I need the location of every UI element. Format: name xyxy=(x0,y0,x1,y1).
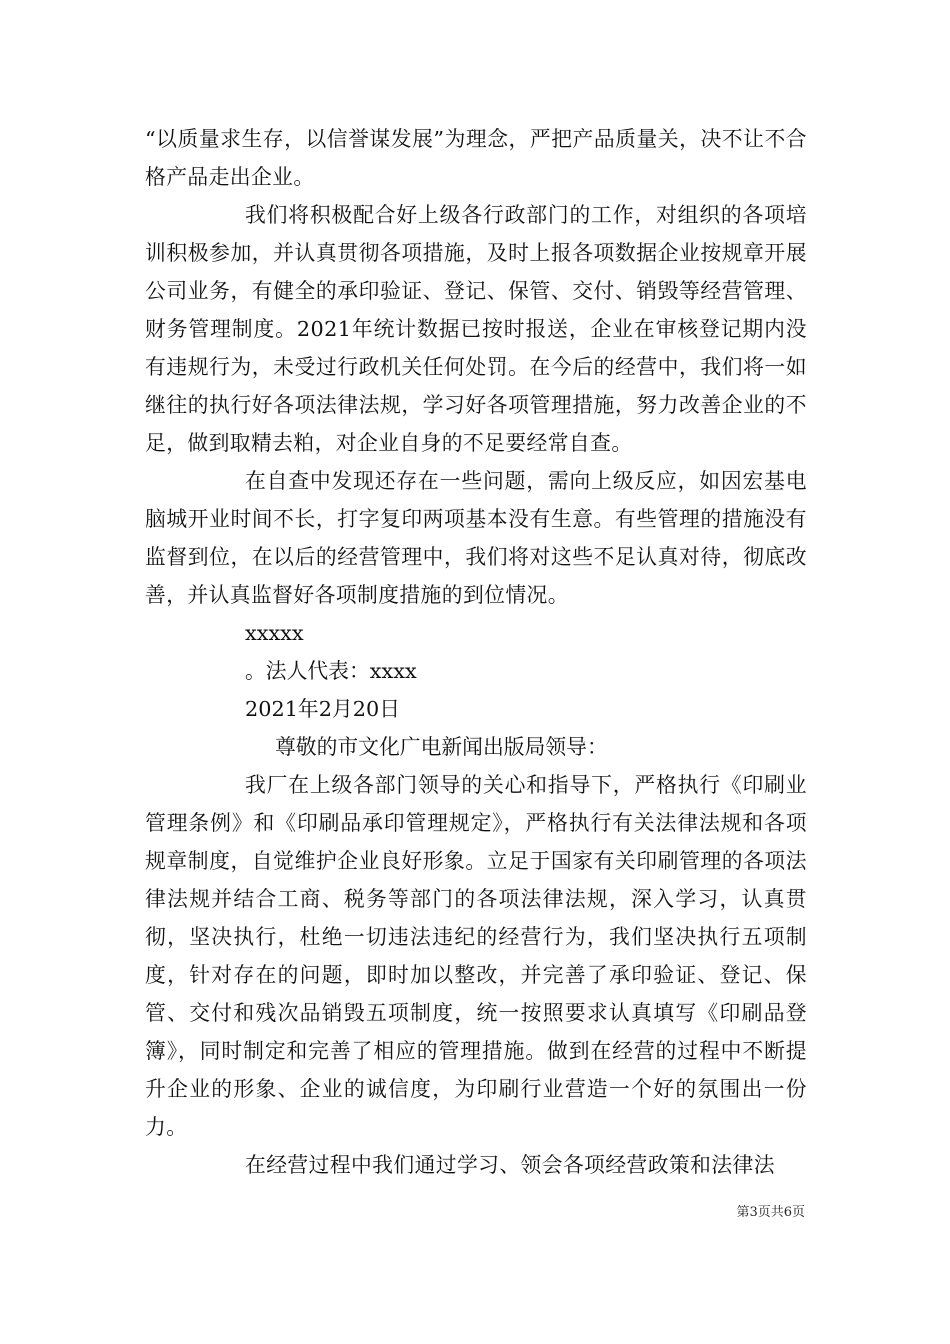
document-body xyxy=(145,120,807,1184)
company-name: xxxxx xyxy=(245,621,304,645)
paragraph-cooperation: 我们将积极配合好上级各行政部门的工作，对组织的各项培训积极参加，并认真贯彻各项措施，及时上报各项数据企业按规章开展公司业务，有健全的承印验证、登记、保管、交付、销毁等经营管理、财务管理制度。2021年统计数据已按时报送，企业在审核登记期内没有违规行为，未受过行政机关任何处罚。在今后的经营中，我们将一如继往的执行好各项法律法规，学习好各项管理措施，努力改善企业的不足，做到取精去粕，对企业自身的不足要经常自查。 xyxy=(145,203,807,455)
legal-representative: 。法人代表：xxxx xyxy=(245,659,417,683)
paragraph-self-check-issues: 在自查中发现还存在一些问题，需向上级反应，如因宏基电脑城开业时间不长，打字复印两项基本没有生意。有些管理的措施没有监督到位，在以后的经营管理中，我们将对这些不足认真对待，彻底改善，并认真监督好各项制度措施的到位情况。 xyxy=(145,469,807,607)
paragraph-quality-motto: “以质量求生存，以信誉谋发展”为理念，严把产品质量关，决不让不合格产品走出企业。 xyxy=(145,127,807,189)
paragraph-compliance: 我厂在上级各部门领导的关心和指导下，严格执行《印刷业管理条例》和《印刷品承印管理规定》，严格执行有关法律法规和各项规章制度，自觉维护企业良好形象。立足于国家有关印刷管理的各项法律法规并结合工商、税务等部门的各项法律法规，深入学习，认真贯彻，坚决执行，杜绝一切违法违纪的经营行为，我们坚决执行五项制度，针对存在的问题，即时加以整改，并完善了承印验证、登记、保管、交付和残次品销毁五项制度，统一按照要求认真填写《印刷品登簿》，同时制定和完善了相应的管理措施。做到在经营的过程中不断提升企业的形象、企业的诚信度，为印刷行业营造一个好的氛围出一份力。 xyxy=(145,773,807,1139)
document-date: 2021年2月20日 xyxy=(245,697,401,721)
letter-greeting: 尊敬的市文化广电新闻出版局领导： xyxy=(275,735,608,759)
page-number-footer: 第3页共6页 xyxy=(736,1205,805,1220)
paragraph-operations-continued: 在经营过程中我们通过学习、领会各项经营政策和法律法 xyxy=(245,1153,775,1177)
